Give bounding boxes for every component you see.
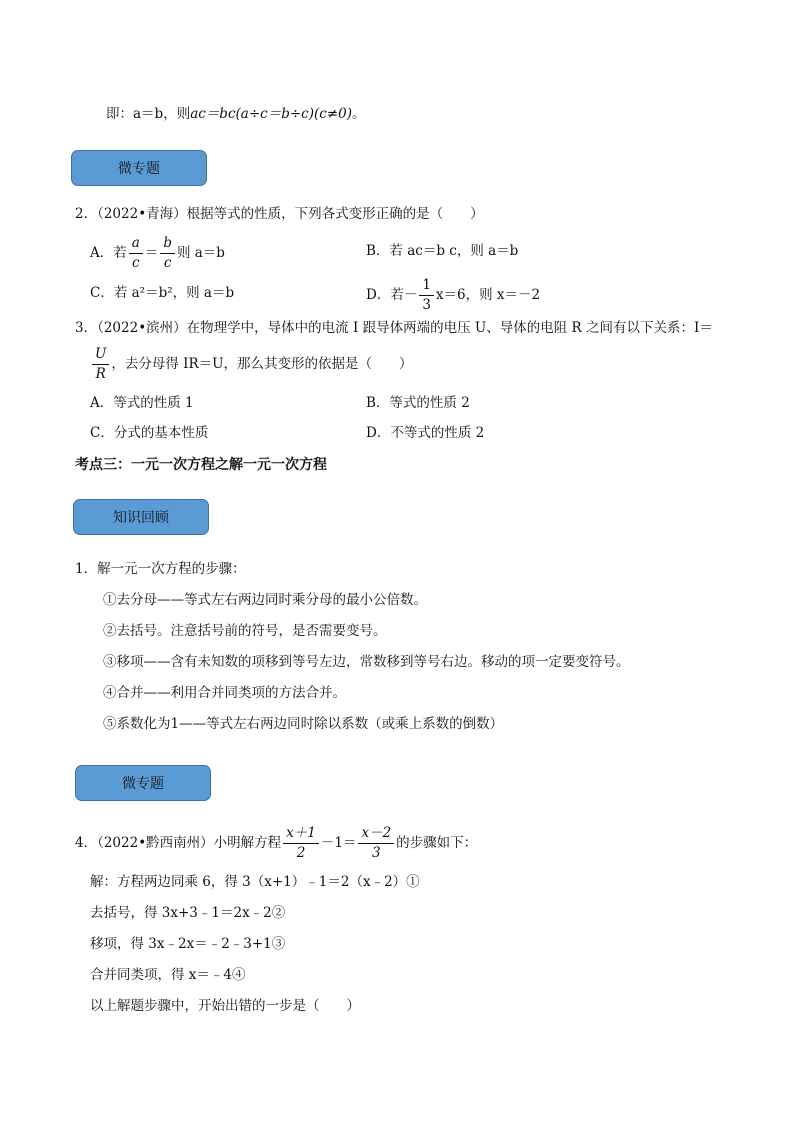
- q4-stem-mid: －1＝: [320, 834, 357, 851]
- q4-stem-suffix: 的步骤如下：: [396, 834, 478, 851]
- tag-knowledge-review: [73, 499, 209, 535]
- q4-stem-prefix: 4．（2022•黔西南州）小明解方程: [75, 834, 282, 851]
- frac-numerator: x＋1: [283, 826, 319, 844]
- q4-stem: [75, 826, 477, 861]
- review-step-3: ③移项——含有未知数的项移到等号左边，常数移到等号右边。移动的项一定要变符号。: [103, 654, 630, 670]
- q2-option-b[interactable]: B．若 ac＝b c，则 a＝b: [366, 243, 519, 259]
- q3-option-b[interactable]: B．等式的性质 2: [366, 395, 470, 411]
- q2-d-suffix: x＝6，则 x＝－2: [435, 286, 541, 303]
- intro-formula: ac＝bc(a÷c＝b÷c)(c≠0): [190, 106, 352, 122]
- frac-denominator: 3: [422, 296, 431, 313]
- q4-step-2: 去括号，得 3x+3﹣1＝2x﹣2②: [90, 905, 286, 921]
- q2-option-c[interactable]: C．若 a²＝b²，则 a＝b: [90, 285, 235, 301]
- q4-step-1: 解：方程两边同乘 6，得 3（x+1）﹣1＝2（x﹣2）①: [90, 874, 420, 890]
- q2-option-a[interactable]: [90, 236, 225, 271]
- frac-numerator: a: [129, 236, 143, 254]
- q3-line-1: 3．（2022•滨州）在物理学中，导体中的电流 I 跟导体两端的电压 U、导体的电阻 R 之间有以下关系：I＝: [75, 320, 713, 336]
- q2-stem: 2．（2022•青海）根据等式的性质，下列各式变形正确的是（ ）: [75, 206, 484, 222]
- q2-d-prefix: D．若－: [366, 286, 418, 303]
- review-step-4: ④合并——利用合并同类项的方法合并。: [103, 685, 346, 701]
- tag-label: 微专题: [118, 161, 160, 177]
- intro-prefix: 即：a＝b，则: [106, 106, 191, 122]
- intro-suffix: 。: [351, 106, 366, 122]
- tag-micro-topic-2: [75, 765, 211, 801]
- q4-step-4: 合并同类项，得 x＝﹣4④: [90, 967, 246, 983]
- q2-a-fraction-1: [129, 236, 143, 271]
- q4-step-5: 以上解题步骤中，开始出错的一步是（ ）: [90, 998, 360, 1014]
- q2-d-fraction: [419, 278, 434, 313]
- frac-numerator: x－2: [358, 826, 394, 844]
- q3-option-d[interactable]: D．不等式的性质 2: [366, 425, 485, 441]
- q4-step-3: 移项，得 3x﹣2x＝﹣2﹣3+1③: [90, 936, 286, 952]
- q3-option-c[interactable]: C．分式的基本性质: [90, 425, 209, 441]
- review-step-2: ②去括号。注意括号前的符号，是否需要变号。: [103, 623, 387, 639]
- q4-fraction-1: [283, 826, 319, 861]
- q2-a-prefix: A．若: [90, 244, 127, 261]
- frac-denominator: 2: [296, 844, 306, 861]
- frac-denominator: c: [163, 254, 172, 271]
- tag-label: 微专题: [122, 776, 164, 792]
- q3-fraction: [92, 347, 109, 382]
- q2-a-fraction-2: [160, 236, 175, 271]
- q4-fraction-2: [358, 826, 394, 861]
- review-step-5: ⑤系数化为1——等式左右两边同时除以系数（或乘上系数的倒数）: [103, 716, 504, 732]
- tag-micro-topic-1: [71, 150, 207, 186]
- q2-a-suffix: 则 a＝b: [176, 244, 225, 261]
- review-step-1: ①去分母——等式左右两边同时乘分母的最小公倍数。: [103, 592, 427, 608]
- review-title: 1．解一元一次方程的步骤：: [75, 561, 246, 577]
- frac-numerator: 1: [419, 278, 434, 296]
- tag-label: 知识回顾: [113, 510, 169, 526]
- frac-denominator: c: [132, 254, 140, 271]
- section-heading: 考点三：一元一次方程之解一元一次方程: [75, 457, 327, 473]
- q2-option-d[interactable]: [366, 278, 540, 313]
- intro-line: [106, 108, 365, 122]
- q3-option-a[interactable]: A．等式的性质 1: [90, 395, 194, 411]
- frac-numerator: b: [160, 236, 175, 254]
- q2-a-equals: ＝: [144, 244, 159, 261]
- frac-numerator: U: [92, 347, 109, 365]
- frac-denominator: R: [95, 365, 106, 382]
- q3-line-2-text: ，去分母得 IR＝U，那么其变形的依据是（ ）: [111, 355, 413, 372]
- q3-line-2: [90, 347, 413, 382]
- frac-denominator: 3: [372, 844, 381, 861]
